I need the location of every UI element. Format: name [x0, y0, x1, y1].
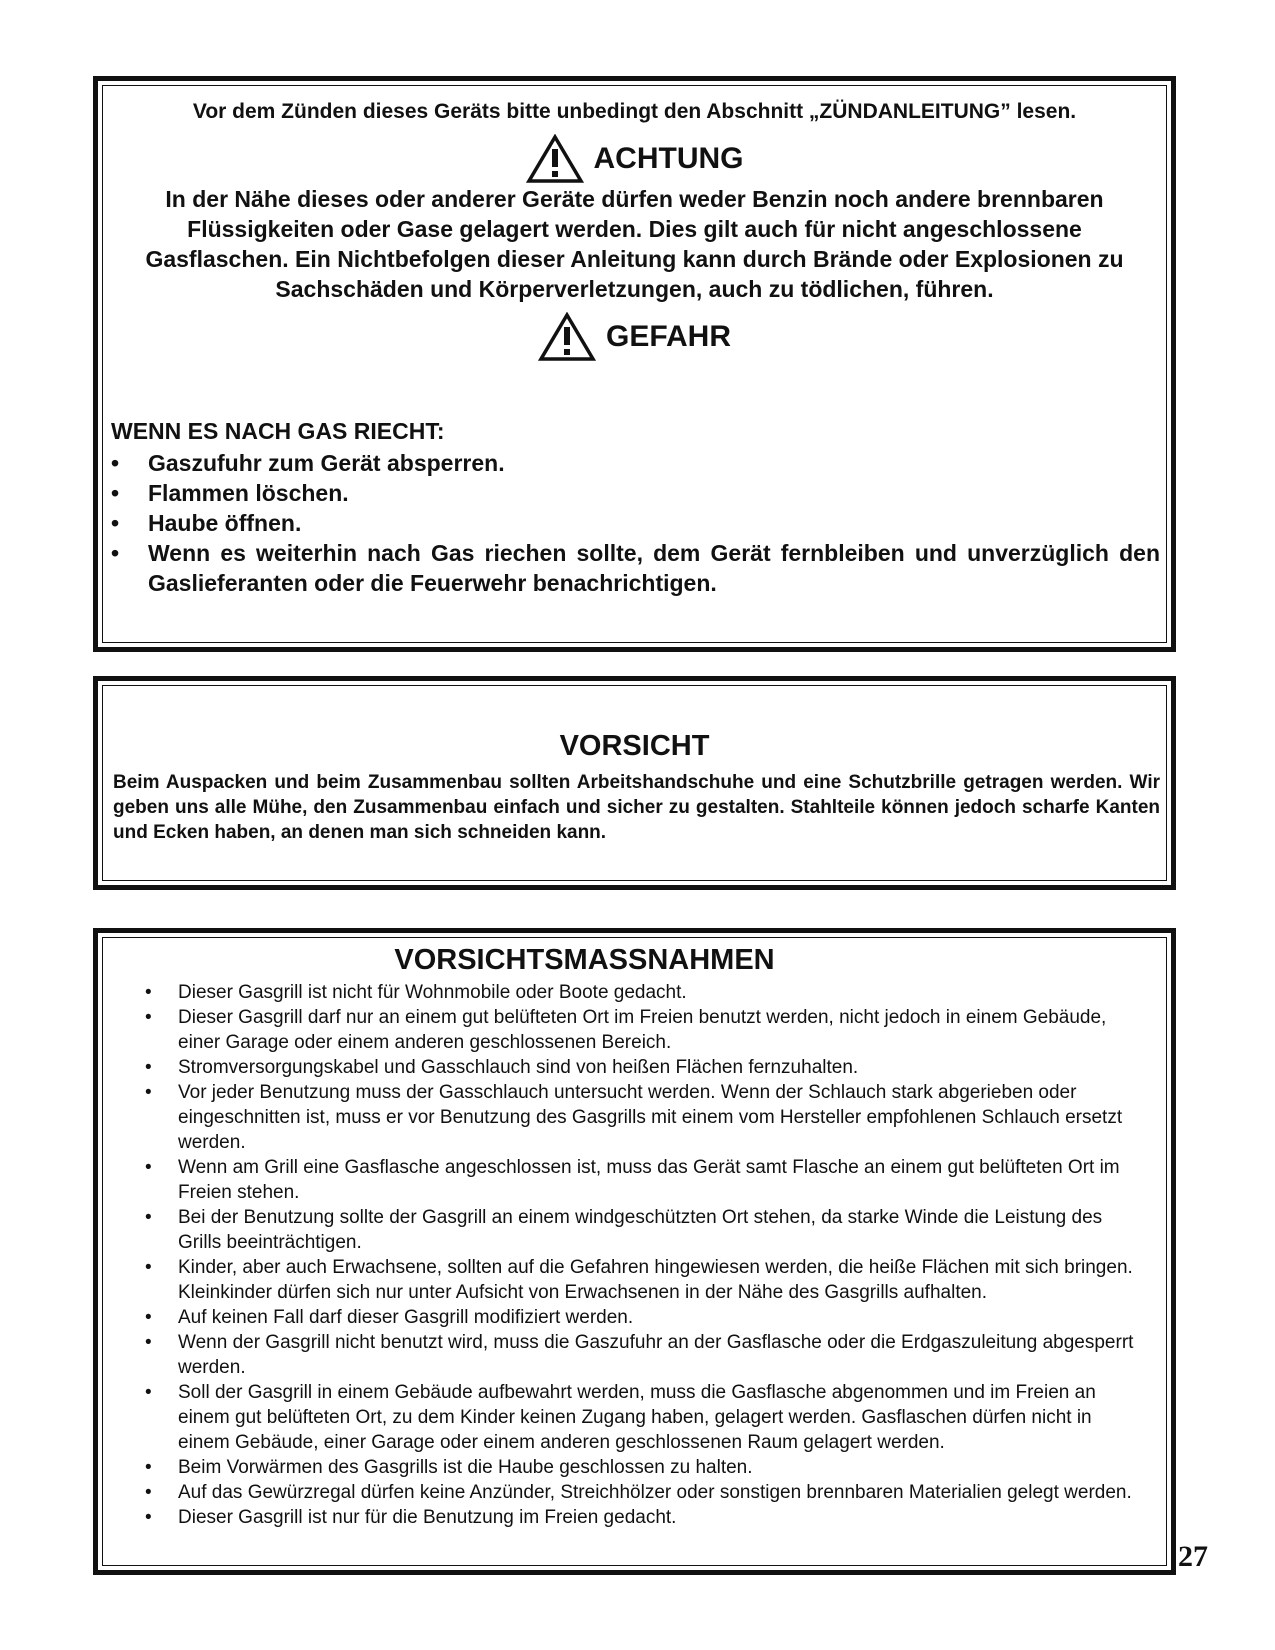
gas-smell-title: WENN ES NACH GAS RIECHT: [111, 418, 445, 444]
list-item: • Gaszufuhr zum Gerät absperren. [111, 448, 1160, 478]
precautions-box [93, 928, 1176, 1575]
list-item: • Stromversorgungskabel und Gasschlauch sind von heißen Flächen fernzuhalten. [143, 1055, 1146, 1080]
list-item: • Auf das Gewürzregal dürfen keine Anzünder, Streichhölzer oder sonstigen brennbaren Materialien gelegt werden. [143, 1480, 1146, 1505]
ignition-instructions-note: Vor dem Zünden dieses Geräts bitte unbedingt den Abschnitt „ZÜNDANLEITUNG” lesen. [192, 100, 1077, 123]
precautions-heading: VORSICHTSMASSNAHMEN [394, 944, 775, 976]
list-item: • Wenn es weiterhin nach Gas riechen sollte, dem Gerät fernbleiben und unverzüglich den Gaslieferanten oder die Feuerwehr benachrichtigen. [111, 538, 1160, 598]
gas-smell-steps [111, 448, 1160, 598]
achtung-heading: ACHTUNG [593, 142, 744, 175]
list-item: • Kinder, aber auch Erwachsene, sollten auf die Gefahren hingewiesen werden, die heiße Flächen mit sich bringen. Kleinkinder dürfen sich nur unter Aufsicht von Erwachsenen in der Nähe des Gasgrills aufhalten. [143, 1255, 1146, 1305]
gefahr-heading-row [103, 312, 1166, 362]
caution-box-inner-frame [102, 685, 1167, 881]
list-item: • Dieser Gasgrill ist nicht für Wohnmobile oder Boote gedacht. [143, 980, 1146, 1005]
precautions-list [143, 980, 1146, 1530]
caution-heading: VORSICHT [559, 730, 710, 762]
list-item: • Dieser Gasgrill ist nur für die Benutzung im Freien gedacht. [143, 1505, 1146, 1530]
list-item: • Flammen löschen. [111, 478, 1160, 508]
warning-triangle-icon [526, 134, 584, 184]
caution-box [93, 676, 1176, 890]
warning-triangle-icon [538, 312, 596, 362]
page-number: 27 [1178, 1540, 1208, 1573]
achtung-heading-row [103, 134, 1166, 184]
warning-box [93, 76, 1176, 652]
list-item: • Auf keinen Fall darf dieser Gasgrill modifiziert werden. [143, 1305, 1146, 1330]
warning-box-inner-frame [102, 85, 1167, 643]
list-item: • Bei der Benutzung sollte der Gasgrill an einem windgeschützten Ort stehen, da starke Winde die Leistung des Grills beeinträchtigen. [143, 1205, 1146, 1255]
list-item: • Soll der Gasgrill in einem Gebäude aufbewahrt werden, muss die Gasflasche abgenommen und im Freien an einem gut belüfteten Ort, zu dem Kinder keinen Zugang haben, gelagert werden. Gasflaschen dürfen nicht in einem Gebäude, einer Garage oder einem anderen geschlossenen Raum gelagert werden. [143, 1380, 1146, 1455]
list-item: • Dieser Gasgrill darf nur an einem gut belüfteten Ort im Freien benutzt werden, nicht jedoch in einem Gebäude, einer Garage oder einem anderen geschlossenen Bereich. [143, 1005, 1146, 1055]
caution-text: Beim Auspacken und beim Zusammenbau sollten Arbeitshandschuhe und eine Schutzbrille getragen werden. Wir geben uns alle Mühe, den Zusammenbau einfach und sicher zu gestalten. Stahlteile können jedoch scharfe Kanten und Ecken haben, an denen man sich schneiden kann. [113, 772, 1160, 843]
list-item: • Beim Vorwärmen des Gasgrills ist die Haube geschlossen zu halten. [143, 1455, 1146, 1480]
list-item: • Haube öffnen. [111, 508, 1160, 538]
list-item: • Vor jeder Benutzung muss der Gasschlauch untersucht werden. Wenn der Schlauch stark abgerieben oder eingeschnitten ist, muss er vor Benutzung des Gasgrills mit einem vom Hersteller empfohlenen Schlauch ersetzt werden. [143, 1080, 1146, 1155]
list-item: • Wenn am Grill eine Gasflasche angeschlossen ist, muss das Gerät samt Flasche an einem gut belüfteten Ort im Freien stehen. [143, 1155, 1146, 1205]
list-item: • Wenn der Gasgrill nicht benutzt wird, muss die Gaszufuhr an der Gasflasche oder die Erdgaszuleitung abgesperrt werden. [143, 1330, 1146, 1380]
achtung-text: In der Nähe dieses oder anderer Geräte dürfen weder Benzin noch andere brennbaren Flüssigkeiten oder Gase gelagert werden. Dies gilt auch für nicht angeschlossene Gasflaschen. Ein Nichtbefolgen dieser Anleitung kann durch Brände oder Explosionen zu Sachschäden und Körperverletzungen, auch zu tödlichen, führen. [145, 186, 1124, 302]
gefahr-heading: GEFAHR [605, 320, 731, 353]
precautions-box-inner-frame [102, 937, 1167, 1566]
